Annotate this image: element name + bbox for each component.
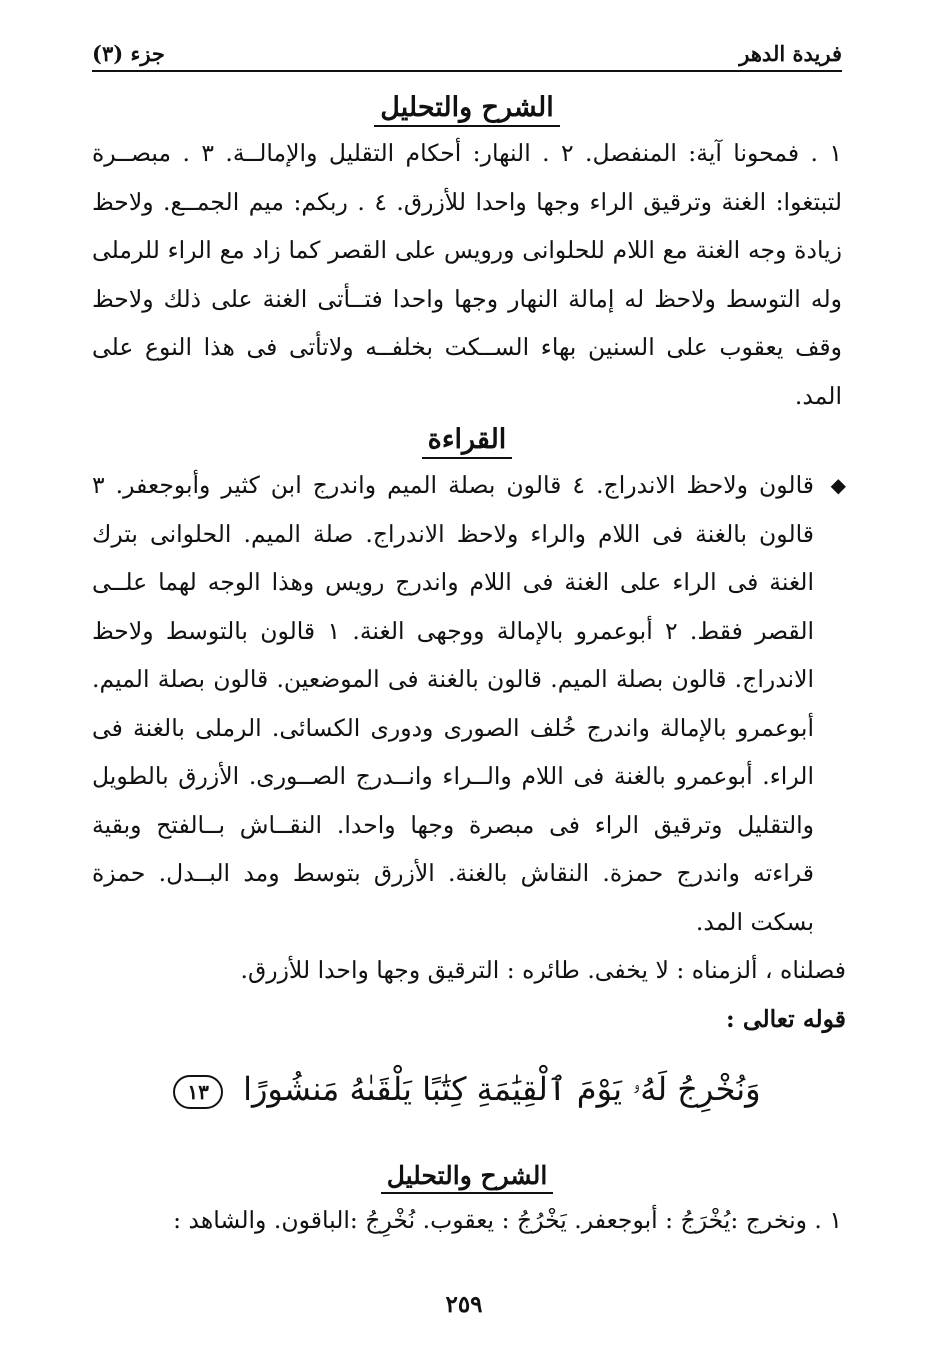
notes-line: فصلناه ، ألزمناه : لا يخفى. طائره : الترقيق وجها واحدا للأزرق. <box>240 956 846 984</box>
page-number: ٢٥٩ <box>445 1291 483 1318</box>
verse-text: وَنُخْرِجُ لَهُۥ يَوْمَ ٱلْقِيَٰمَةِ كِتَٰبًا يَلْقَىٰهُ مَنشُورًا <box>243 1070 761 1108</box>
verse-intro: قوله تعالى : <box>726 1004 846 1033</box>
book-title: فريدة الدهر <box>739 41 842 66</box>
reading-paragraph: قالون ولاحظ الاندراج. ٤ قالون بصلة الميم واندرج ابن كثير وأبوجعفر. ٣ قالون بالغنة فى اللام والراء ولاحظ الاندراج. صلة الميم. الحلوانى بترك الغنة فى الراء على الغنة فى اللام واندرج رويس وهذا الوجه لهما علــى القصر فقط. ٢ أبوعمرو بالإمالة ووجهى الغنة. ١ قالون بالتوسط ولاحظ الاندراج. قالون بصلة الميم. قالون بالغنة فى الموضعين. قالون بصلة الميم. أبوعمرو بالإمالة واندرج خُلف الصورى ودورى الكسائى. الرملى بالغنة فى الراء. أبوعمرو بالغنة فى اللام والــراء وانــدرج الصــورى. الأزرق بالطويل والتقليل وترقيق الراء فى مبصرة وجها واحدا. النقــاش بــالفتح وبقية قراءته واندرج حمزة. النقاش بالغنة. الأزرق بتوسط ومد البــدل. حمزة بسكت المد. <box>92 471 815 936</box>
quran-verse <box>92 1057 842 1121</box>
ayah-number-mark: ١٣ <box>173 1075 222 1109</box>
analysis-paragraph-2: ١ . ونخرج :يُخْرَجُ : أبوجعفر. يَخْرُجُ : يعقوب. نُخْرِجُ :الباقون. والشاهد : <box>173 1206 842 1234</box>
section-heading-analysis: الشرح والتحليل <box>92 92 842 123</box>
page-content <box>92 92 846 1245</box>
section-heading-reading: القراءة <box>92 424 842 455</box>
part-number: جزء (٣) <box>92 41 165 66</box>
running-header <box>92 28 842 72</box>
section-heading-analysis-2: الشرح والتحليل <box>92 1161 842 1190</box>
diamond-bullet-icon: ◆ <box>830 473 846 497</box>
analysis-paragraph: ١ . فمحونا آية: المنفصل. ٢ . النهار: أحكام التقليل والإمالــة. ٣ . مبصــرة لتبتغوا: الغنة وترقيق الراء وجها واحدا للأزرق. ٤ . ربكم: ميم الجمــع. ولاحظ زيادة وجه الغنة مع اللام للحلوانى ورويس على القصر كما زاد مع الراء للرملى وله التوسط ولاحظ له إمالة النهار وجها واحدا فتــأتى الغنة على ذلك ولاحظ وقف يعقوب على السنين بهاء الســكت بخلفــه ولاتأتى فى هذا النوع على المد. <box>92 139 842 410</box>
reading-block <box>92 461 846 946</box>
